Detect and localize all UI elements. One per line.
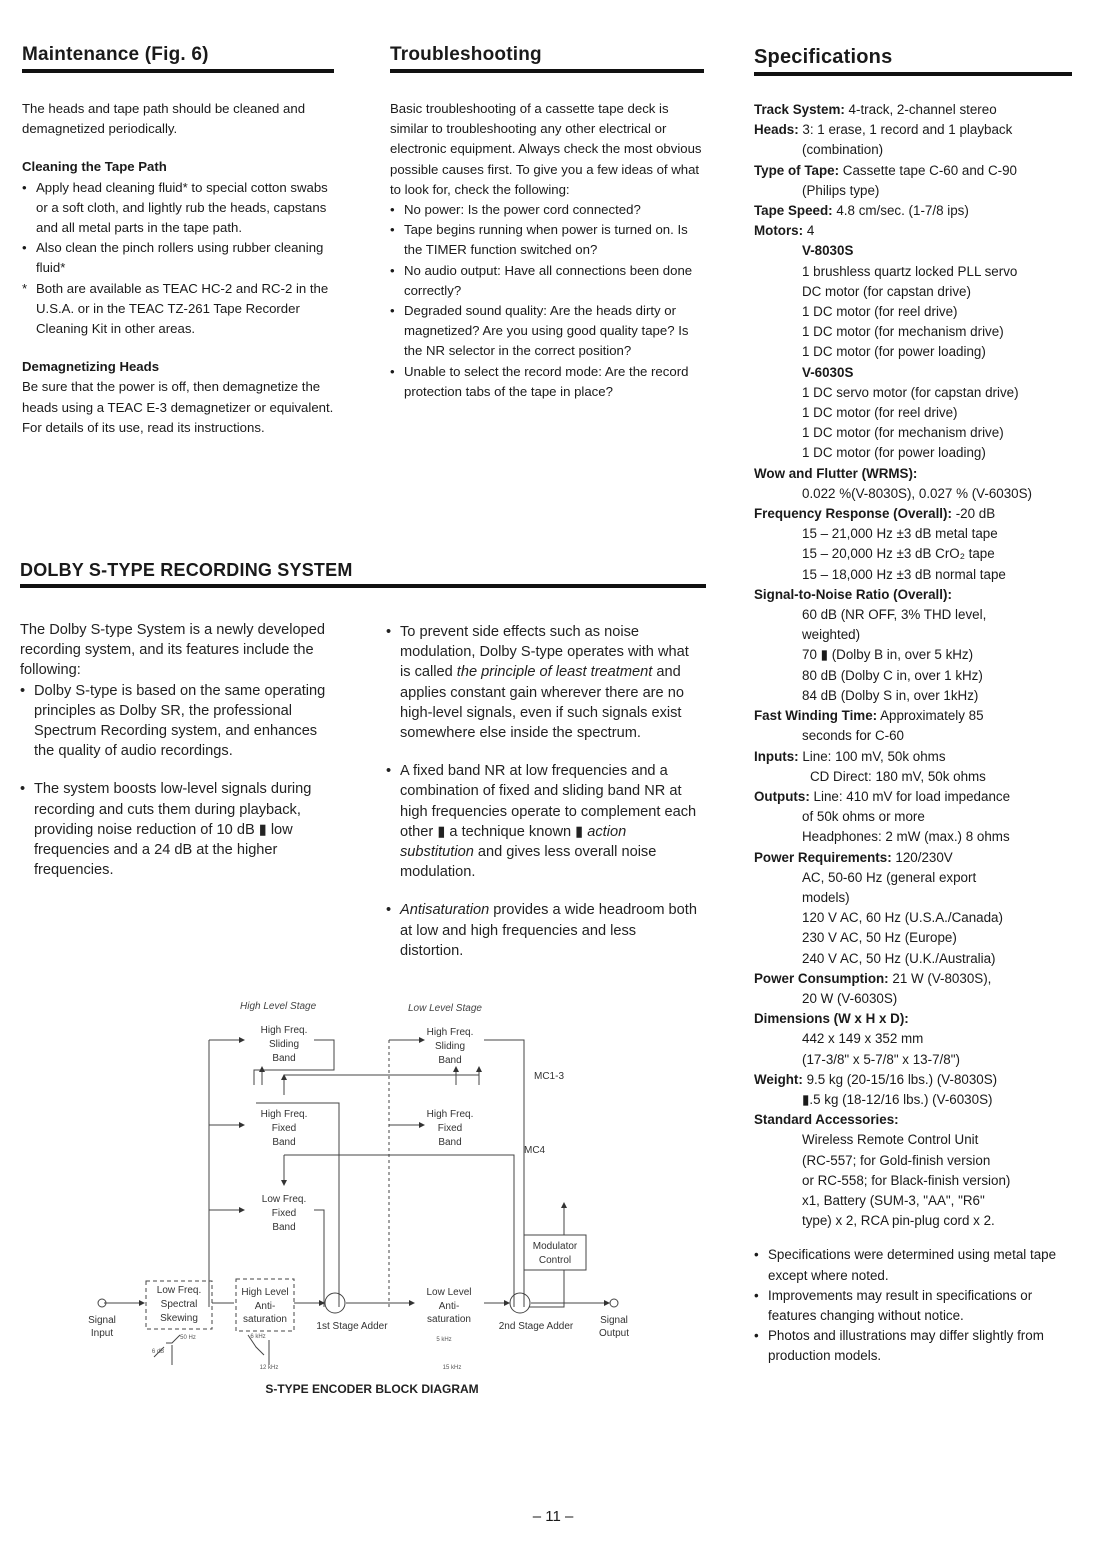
lhf-sliding-1: High Freq. <box>426 1027 474 1038</box>
model-b: V-6030S <box>802 364 854 380</box>
list-item: • Degraded sound quality: Are the heads dirty or magnetized? Are you using good quality tape? Is the NR selector in the correct position? <box>390 303 689 359</box>
spec-inputs-cont: CD Direct: 180 mV, 50k ohms <box>810 768 986 784</box>
spec-outputs: Outputs: Line: 410 mV for load impedance <box>754 788 1011 804</box>
spec-inputs: Inputs: Line: 100 mV, 50k ohms <box>754 748 946 764</box>
list-item: 1 DC motor (for reel drive) <box>802 405 958 421</box>
f50-label: 50 Hz <box>180 1335 196 1341</box>
mc13-label: MC1-3 <box>534 1071 565 1082</box>
hl-antisat-2: Anti- <box>254 1301 276 1312</box>
hf-fixed-3: Band <box>272 1137 296 1148</box>
list-item: • No audio output: Have all connections been done correctly? <box>390 262 693 298</box>
spec-weight: Weight: 9.5 kg (20-15/16 lbs.) (V-8030S) <box>754 1071 998 1087</box>
list-item: 120 V AC, 60 Hz (U.S.A./Canada) <box>802 910 1003 926</box>
spec-heads: Heads: 3: 1 erase, 1 record and 1 playback <box>754 122 1013 138</box>
lhf-fixed-1: High Freq. <box>426 1109 474 1120</box>
list-item: • No power: Is the power cord connected? <box>390 202 641 218</box>
lf-skew-2: Spectral <box>160 1299 198 1310</box>
lf-fixed-3: Band <box>272 1222 296 1233</box>
spec-freq: Frequency Response (Overall): -20 dB <box>754 506 996 522</box>
list-item: • Apply head cleaning fluid* to special cotton swabs or a soft cloth, and lightly rub the heads, capstans and all metal parts in the tape path. <box>22 179 328 236</box>
mc4-label: MC4 <box>524 1145 546 1156</box>
dolby-right-column <box>386 622 702 961</box>
f6k-label: 6 kHz <box>250 1334 266 1340</box>
diagram-caption: S-TYPE ENCODER BLOCK DIAGRAM <box>265 1382 479 1396</box>
list-item: Wireless Remote Control Unit <box>802 1132 979 1148</box>
list-item: x1, Battery (SUM-3, "AA", "R6" <box>802 1192 985 1208</box>
spec-weight-cont: ▮.5 kg (18-12/16 lbs.) (V-6030S) <box>802 1091 993 1107</box>
spec-tape-speed: Tape Speed: 4.8 cm/sec. (1-7/8 ips) <box>754 203 969 219</box>
list-item: • Also clean the pinch rollers using rubber cleaning fluid* <box>22 240 324 276</box>
spec-snr-label: Signal-to-Noise Ratio (Overall): <box>754 586 952 602</box>
spec-consumption: Power Consumption: 21 W (V-8030S), <box>754 970 992 986</box>
list-item: 15 – 21,000 Hz ±3 dB metal tape <box>802 526 998 542</box>
list-item: 1 DC motor (for mechanism drive) <box>802 425 1004 441</box>
spec-wow-label: Wow and Flutter (WRMS): <box>754 465 918 481</box>
f5k-label: 5 kHz <box>436 1337 452 1343</box>
signal-in-1: Signal <box>88 1315 116 1326</box>
maintenance-section <box>22 44 334 438</box>
lf-fixed-1: Low Freq. <box>261 1194 307 1205</box>
signal-out-2: Output <box>598 1328 630 1339</box>
list-item: weighted) <box>802 627 861 643</box>
spec-outputs-cont2: Headphones: 2 mW (max.) 8 ohms <box>802 829 1010 845</box>
troubleshooting-heading: Troubleshooting <box>390 44 704 73</box>
list-item: • A fixed band NR at low frequencies and a combination of fixed and sliding band NR at high frequencies operate to complement each other ▮ a technique known ▮ action substitution and gives less overall noise modulation. <box>386 763 697 881</box>
dolby-heading: DOLBY S-TYPE RECORDING SYSTEM <box>20 560 706 588</box>
spec-consumption-cont: 20 W (V-6030S) <box>802 990 898 1006</box>
low-stage-label: Low Level Stage <box>408 1003 482 1014</box>
list-item: • Specifications were determined using metal tape except where noted. <box>754 1247 1057 1283</box>
diagram-svg <box>84 995 644 1405</box>
list-item: 1 DC motor (for power loading) <box>802 445 986 461</box>
list-item: models) <box>802 889 850 905</box>
list-item: 80 dB (Dolby C in, over 1 kHz) <box>802 667 983 683</box>
dolby-section <box>20 560 706 588</box>
list-item: (RC-557; for Gold-finish version <box>802 1152 991 1168</box>
list-item: 1 DC motor (for mechanism drive) <box>802 324 1004 340</box>
list-item: AC, 50-60 Hz (general export <box>802 869 977 885</box>
list-item: type) x 2, RCA pin-plug cord x 2. <box>802 1213 995 1229</box>
hl-antisat-1: High Level <box>241 1287 289 1298</box>
adder-1-label: 1st Stage Adder <box>316 1321 388 1332</box>
spec-track: Track System: 4-track, 2-channel stereo <box>754 102 997 117</box>
model-a: V-8030S <box>802 243 854 259</box>
maintenance-intro: The heads and tape path should be cleaned and demagnetized periodically. <box>22 101 306 137</box>
list-item: 230 V AC, 50 Hz (Europe) <box>802 930 957 946</box>
hf-fixed-2: Fixed <box>271 1123 297 1134</box>
mod-control-1: Modulator <box>532 1241 578 1252</box>
list-item: 1 DC motor (for power loading) <box>802 344 986 360</box>
hf-fixed-1: High Freq. <box>260 1109 308 1120</box>
lhf-fixed-3: Band <box>438 1137 462 1148</box>
list-item: DC motor (for capstan drive) <box>802 283 971 299</box>
f15k-label: 15 kHz <box>442 1365 462 1371</box>
list-item: • The system boosts low-level signals during recording and cuts them during playback, providing noise reduction of 10 dB ▮ low frequencies and a 24 dB at the higher frequencies. <box>20 781 312 879</box>
lhf-fixed-2: Fixed <box>437 1123 463 1134</box>
dolby-intro: The Dolby S-type System is a newly developed recording system, and its features include the following: <box>20 622 325 679</box>
troubleshooting-intro: Basic troubleshooting of a cassette tape deck is similar to troubleshooting any other electrical or electronic equipment. Always check the most obvious possible causes first. To give you a few ideas of what to look for, check the following: <box>390 101 702 197</box>
list-item: or RC-558; for Black-finish version) <box>802 1172 1011 1188</box>
f6db-label: 6 dB <box>151 1349 165 1355</box>
cleaning-title: Cleaning the Tape Path <box>22 159 167 175</box>
spec-heads-cont: (combination) <box>802 142 884 158</box>
spec-power-req: Power Requirements: 120/230V <box>754 849 953 865</box>
ll-antisat-1: Low Level <box>426 1287 472 1298</box>
mod-control-2: Control <box>538 1255 572 1266</box>
hf-sliding-3: Band <box>272 1053 296 1064</box>
lhf-sliding-3: Band <box>438 1055 462 1066</box>
encoder-block-diagram <box>84 995 644 1405</box>
spec-acc-label: Standard Accessories: <box>754 1112 899 1128</box>
list-item: 1 DC motor (for reel drive) <box>802 304 958 320</box>
signal-out-1: Signal <box>600 1315 628 1326</box>
list-item: 1 DC servo motor (for capstan drive) <box>802 384 1019 400</box>
hf-sliding-1: High Freq. <box>260 1025 308 1036</box>
f12k-label: 12 kHz <box>259 1365 279 1371</box>
spec-dim-label: Dimensions (W x H x D): <box>754 1011 909 1027</box>
list-item: (17-3/8" x 5-7/8" x 13-7/8") <box>802 1051 960 1067</box>
hf-sliding-2: Sliding <box>268 1039 300 1050</box>
lf-skew-1: Low Freq. <box>156 1285 202 1296</box>
specifications-heading: Specifications <box>754 46 1072 76</box>
troubleshooting-section <box>390 44 704 402</box>
page-number: – 11 – <box>532 1508 574 1525</box>
list-item: • Unable to select the record mode: Are the record protection tabs of the tape in place? <box>390 363 689 399</box>
spec-wow-value: 0.022 %(V-8030S), 0.027 % (V-6030S) <box>802 485 1033 501</box>
spec-tape-type: Type of Tape: Cassette tape C-60 and C-90 <box>754 162 1017 178</box>
list-item: 15 – 18,000 Hz ±3 dB normal tape <box>802 566 1006 582</box>
list-item: • Improvements may result in specifications or features changing without notice. <box>754 1287 1033 1323</box>
demag-text: Be sure that the power is off, then demagnetize the heads using a TEAC E-3 demagnetizer or equivalent. For details of its use, read its instructions. <box>22 379 334 435</box>
signal-in-2: Input <box>90 1328 114 1339</box>
footnote: * Both are available as TEAC HC-2 and RC-2 in the U.S.A. or in the TEAC TZ-261 Tape Recorder Cleaning Kit in other areas. <box>22 280 329 337</box>
list-item: • To prevent side effects such as noise modulation, Dolby S-type operates with what is called the principle of least treatment and applies constant gain wherever there are no high-level signals, even if such signals exist somewhere else inside the spectrum. <box>386 624 689 742</box>
adder-2-label: 2nd Stage Adder <box>498 1321 574 1332</box>
list-item: • Photos and illustrations may differ slightly from production models. <box>754 1328 1044 1364</box>
spec-wind-cont: seconds for C-60 <box>802 728 904 744</box>
dolby-left-column <box>20 620 332 880</box>
lf-skew-3: Skewing <box>160 1313 198 1324</box>
ll-antisat-3: saturation <box>427 1314 471 1325</box>
spec-wind: Fast Winding Time: Approximately 85 <box>754 708 984 724</box>
list-item: 84 dB (Dolby S in, over 1kHz) <box>802 687 979 703</box>
maintenance-heading: Maintenance (Fig. 6) <box>22 44 334 73</box>
spec-outputs-cont: of 50k ohms or more <box>802 809 925 825</box>
list-item: 240 V AC, 50 Hz (U.K./Australia) <box>802 950 996 966</box>
hl-antisat-3: saturation <box>243 1314 287 1325</box>
list-item: • Dolby S-type is based on the same operating principles as Dolby SR, the professional Spectrum Recording system, and enhances the quality of audio recordings. <box>20 682 326 760</box>
list-item: 60 dB (NR OFF, 3% THD level, <box>802 607 987 623</box>
demag-title: Demagnetizing Heads <box>22 359 160 375</box>
spec-motors: Motors: 4 <box>754 223 815 239</box>
list-item: • Antisaturation provides a wide headroom both at low and high frequencies and less distortion. <box>386 902 697 959</box>
list-item: 442 x 149 x 352 mm <box>802 1031 924 1047</box>
ll-antisat-2: Anti- <box>438 1301 460 1312</box>
lhf-sliding-2: Sliding <box>434 1041 466 1052</box>
list-item: • Tape begins running when power is turned on. Is the TIMER function switched on? <box>390 222 688 258</box>
list-item: 70 ▮ (Dolby B in, over 5 kHz) <box>802 647 974 663</box>
spec-tape-type-cont: (Philips type) <box>802 182 880 198</box>
specifications-section <box>754 46 1072 1367</box>
list-item: 15 – 20,000 Hz ±3 dB CrO₂ tape <box>802 546 995 562</box>
list-item: 1 brushless quartz locked PLL servo <box>802 263 1018 279</box>
high-stage-label: High Level Stage <box>240 1001 317 1012</box>
lf-fixed-2: Fixed <box>271 1208 297 1219</box>
